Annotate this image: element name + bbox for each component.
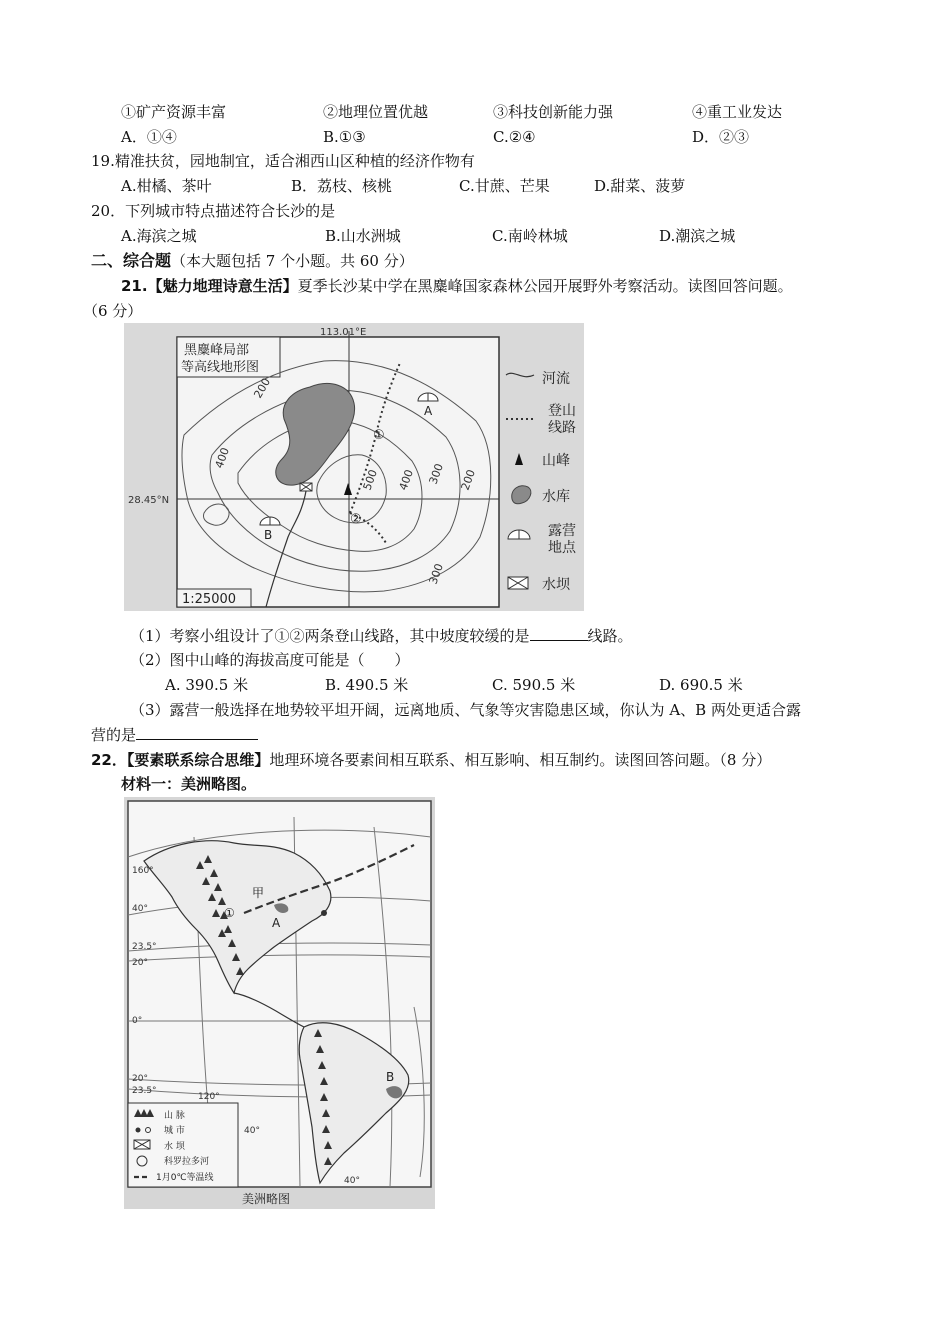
lat-20n: 20° xyxy=(132,958,148,968)
q20-choice-b: B.山水洲城 xyxy=(325,227,401,245)
q19-choice-b: B．荔枝、核桃 xyxy=(291,177,393,195)
label-river-1: ① xyxy=(224,906,235,920)
map-title-1: 黑麋峰局部 xyxy=(184,343,250,358)
lon-40-b: 40° xyxy=(344,1176,360,1186)
legend-isotherm-label: 1月0℃等温线 xyxy=(156,1173,214,1183)
label-a: A xyxy=(272,916,281,930)
q19-choice-c: C.甘蔗、芒果 xyxy=(459,177,550,195)
map-scale: 1:25000 xyxy=(182,592,237,607)
q21-number: 21. xyxy=(121,277,148,295)
q18-choice-d: D．②③ xyxy=(692,128,750,146)
q21-sub2-choice-a: A. 390.5 米 xyxy=(165,676,249,694)
q21-tag: 【魅力地理诗意生活】 xyxy=(147,277,298,295)
q21-stem: 夏季长沙某中学在黑麋峰国家森林公园开展野外考察活动。读图回答问题。 xyxy=(297,277,793,295)
contour-label-200-b: 200 xyxy=(458,467,479,493)
legend-route-label-2: 线路 xyxy=(548,420,576,436)
contour-map-svg xyxy=(124,323,584,611)
section-title: 二、综合题 xyxy=(91,251,172,270)
q21-sub3-blank[interactable] xyxy=(136,724,258,740)
lat-40n: 40° xyxy=(132,904,148,914)
camp-b-label: B xyxy=(264,528,273,542)
q21-sub3-line2 xyxy=(91,724,258,745)
q21-sub3-text: 营的是 xyxy=(91,726,137,744)
route-2-label: ② xyxy=(350,512,362,527)
q22-number: 22． xyxy=(91,751,127,769)
contour-label-300-b: 300 xyxy=(426,561,447,587)
legend-city-dot xyxy=(136,1128,141,1133)
q21-sub2-choice-c: C. 590.5 米 xyxy=(492,676,576,694)
q21-sub3-line1: （3）露营一般选择在地势较平坦开阔，远离地质、气象等灾害隐患区域，你认为 A、B 两处更适合露 xyxy=(130,701,801,719)
q18-choice-c: C.②④ xyxy=(493,128,536,146)
lat-23n: 23.5° xyxy=(132,942,157,952)
q22-material: 材料一：美洲略图。 xyxy=(121,775,257,793)
contour-label-500: 500 xyxy=(360,467,381,493)
map-title-2: 等高线地形图 xyxy=(181,360,260,375)
section-heading xyxy=(91,251,414,271)
q21-sub1 xyxy=(130,625,633,646)
city-dot xyxy=(321,910,327,916)
q22-tag: 【要素联系综合思维】 xyxy=(126,751,270,769)
q19-stem: 19.精准扶贫，园地制宜，适合湘西山区种植的经济作物有 xyxy=(91,152,475,170)
q19-choice-a: A.柑橘、茶叶 xyxy=(121,177,212,195)
america-map-caption: 美洲略图 xyxy=(242,1192,291,1206)
q20-stem: 20．下列城市特点描述符合长沙的是 xyxy=(91,202,336,220)
q21-sub1-blank[interactable] xyxy=(530,625,588,641)
legend-mountain-label: 山 脉 xyxy=(164,1111,185,1121)
legend-camp-label-1: 露营 xyxy=(548,523,576,539)
lon-120w: 120° xyxy=(198,1092,220,1102)
camp-a-label: A xyxy=(424,404,433,418)
q18-item-3: ③科技创新能力强 xyxy=(493,103,614,121)
lat-label: 28.45°N xyxy=(128,495,170,506)
lat-23s: 23.5° xyxy=(132,1086,157,1096)
lat-0: 0° xyxy=(132,1016,143,1026)
q21-sub2: （2）图中山峰的海拔高度可能是（ ） xyxy=(130,651,410,669)
contour-map-figure xyxy=(124,323,584,611)
q21-sub2-choice-b: B. 490.5 米 xyxy=(325,676,409,694)
q22-stem-line xyxy=(91,750,771,770)
q21-sub1-text-a: （1）考察小组设计了①②两条登山线路，其中坡度较缓的是 xyxy=(130,627,530,645)
q18-item-4: ④重工业发达 xyxy=(692,103,783,121)
legend-city-label: 城 市 xyxy=(164,1126,185,1136)
section-note: （本大题包括 7 个小题。共 60 分） xyxy=(171,252,414,270)
q20-choice-d: D.潮滨之城 xyxy=(659,227,736,245)
q18-choice-b: B.①③ xyxy=(323,128,366,146)
contour-label-200-a: 200 xyxy=(251,375,274,401)
q21-sub1-text-b: 线路。 xyxy=(587,627,633,645)
q21-score: （6 分） xyxy=(83,302,143,320)
q18-item-2: ②地理位置优越 xyxy=(323,103,429,121)
legend-river-label: 科罗拉多河 xyxy=(164,1157,210,1167)
america-map-svg xyxy=(124,797,435,1209)
contour-label-400-b: 400 xyxy=(396,467,417,493)
q21-sub2-choice-d: D. 690.5 米 xyxy=(659,676,743,694)
lon-160w: 160° xyxy=(132,866,154,876)
legend-dam-label: 水坝 xyxy=(542,577,570,593)
lat-20s: 20° xyxy=(132,1074,148,1084)
q18-choice-a: A．①④ xyxy=(121,128,177,146)
lon-label: 113.01°E xyxy=(320,327,367,338)
legend-river-label: 河流 xyxy=(542,371,570,387)
route-1-label: ① xyxy=(373,428,385,443)
america-map-figure xyxy=(124,797,435,1209)
q21-stem-line xyxy=(121,276,793,296)
label-b: B xyxy=(386,1070,395,1084)
contour-label-400-a: 400 xyxy=(212,445,233,471)
q20-choice-c: C.南岭林城 xyxy=(492,227,568,245)
q22-stem: 地理环境各要素间相互联系、相互影响、相互制约。读图回答问题。（8 分） xyxy=(269,751,772,769)
q18-item-1: ①矿产资源丰富 xyxy=(121,103,227,121)
contour-label-300-a: 300 xyxy=(426,461,447,487)
legend-dam-label: 水 坝 xyxy=(164,1142,185,1152)
legend-reservoir-label: 水库 xyxy=(542,489,570,505)
q19-choice-d: D.甜菜、菠萝 xyxy=(594,177,686,195)
label-jia: 甲 xyxy=(252,886,265,900)
lon-40-a: 40° xyxy=(244,1126,260,1136)
legend-peak-label: 山峰 xyxy=(542,453,570,469)
q20-choice-a: A.海滨之城 xyxy=(121,227,197,245)
legend-camp-label-2: 地点 xyxy=(548,540,576,556)
legend-route-label-1: 登山 xyxy=(548,403,576,419)
